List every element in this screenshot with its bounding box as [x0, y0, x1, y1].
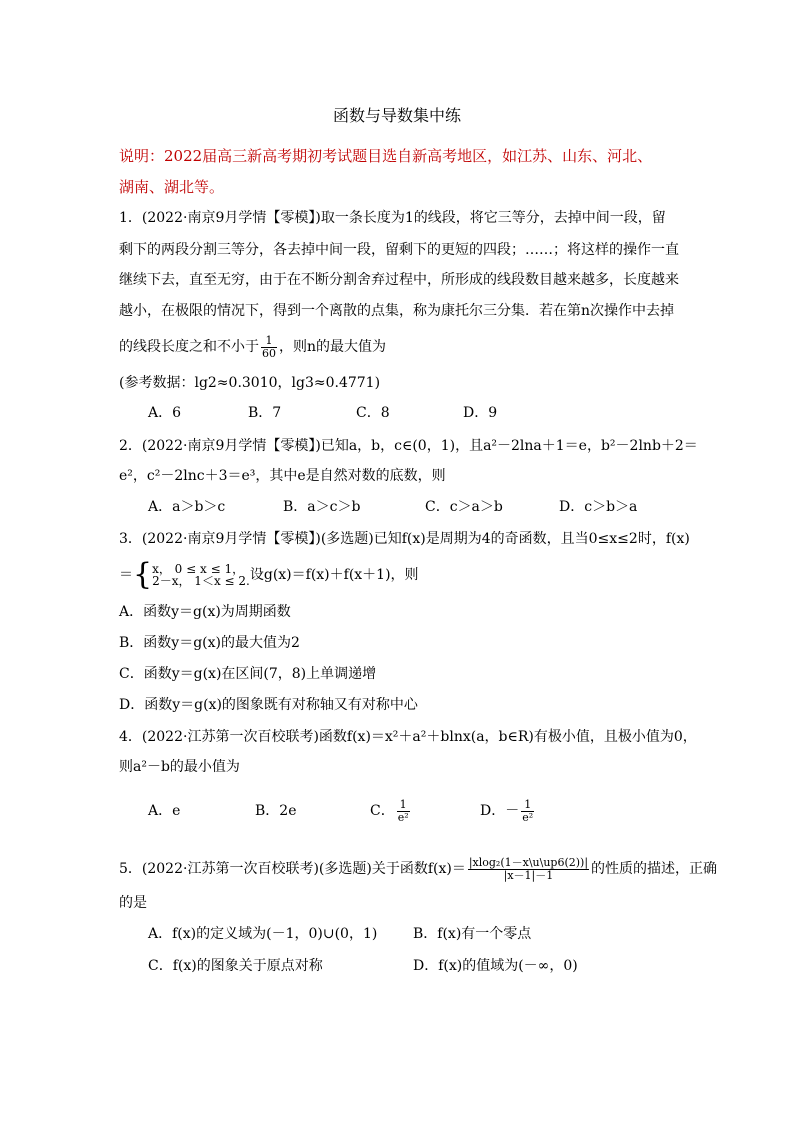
q3-line-1: 3．(2022·南京9月学情【零模】)(多选题)已知f(x)是周期为4的奇函数，且当0≤x≤2时，f(x): [119, 531, 690, 547]
q1-option-a: A．6: [148, 405, 182, 421]
q4-option-d-label: D．－: [480, 803, 520, 819]
q2-line-1: 2．(2022·南京9月学情【零模】)已知a，b，c∈(0，1)，且a²－2lna＋1＝e，b²－2lnb＋2＝: [119, 438, 698, 454]
q1-line-3: 继续下去，直至无穷，由于在不断分割舍弃过程中，所形成的线段数目越来越多，长度越来: [119, 272, 679, 288]
q5-line-1: [119, 847, 717, 891]
q1-option-d: D．9: [463, 405, 498, 421]
q4-option-c-label: C．: [370, 803, 395, 819]
q3-option-a: A．函数y＝g(x)为周期函数: [119, 604, 291, 620]
q1-frac-numerator: 1: [261, 335, 277, 348]
q3-piecewise: [133, 557, 250, 593]
q5-line-1-pre: 5．(2022·江苏第一次百校联考)(多选题)关于函数f(x)＝: [119, 861, 466, 877]
q3-equals: ＝: [119, 567, 133, 583]
q4-line-2: 则a²－b的最小值为: [119, 759, 240, 775]
q4-option-d-numerator: 1: [521, 799, 534, 812]
q1-frac-denominator: 60: [262, 346, 276, 360]
q5-option-b: B．f(x)有一个零点: [413, 926, 532, 942]
q5-fraction: [468, 857, 589, 882]
q1-option-c: C．8: [356, 405, 390, 421]
intro-line-2: 湖南、湖北等。: [119, 178, 225, 196]
q2-option-b: B．a＞c＞b: [283, 499, 361, 515]
q3-cases: [152, 563, 250, 587]
q3-case-2: 2－x， 1＜x ≤ 2.: [152, 574, 250, 588]
q4-line-1: 4．(2022·江苏第一次百校联考)函数f(x)＝x²＋a²＋blnx(a，b∈R)有极小值，且极小值为0，: [119, 729, 697, 745]
q3-line-2-post: 设g(x)＝f(x)＋f(x＋1)，则: [249, 567, 419, 583]
q4-option-c-numerator: 1: [397, 799, 410, 812]
q3-case-1: x， 0 ≤ x ≤ 1，: [152, 562, 245, 576]
q4-option-c: [370, 791, 412, 831]
q4-option-a: A．e: [148, 803, 181, 819]
q3-option-c: C．函数y＝g(x)在区间(7，8)上单调递增: [119, 666, 377, 682]
q2-line-2: e²，c²－2lnc＋3＝e³，其中e是自然对数的底数，则: [119, 468, 446, 484]
q1-fraction: [261, 335, 277, 360]
q4-option-d: [480, 791, 536, 831]
q2-option-c: C．c＞a＞b: [425, 499, 503, 515]
q4-option-b: B．2e: [255, 803, 297, 819]
q1-line-2: 剩下的两段分割三等分，各去掉中间一段，留剩下的更短的四段；……；将这样的操作一直: [119, 242, 679, 258]
q3-line-2: [119, 557, 419, 593]
q5-frac-denominator: |x－1|－1: [503, 868, 554, 882]
q1-reference-data: (参考数据：lg2≈0.3010，lg3≈0.4771): [119, 375, 381, 391]
intro-line-1: 说明：2022届高三新高考期初考试题目选自新高考地区，如江苏、山东、河北、: [119, 147, 653, 165]
page-title: 函数与导数集中练: [332, 106, 461, 125]
q5-frac-numerator: |xlog₂(1－x\u\up6(2))|: [468, 855, 589, 869]
q4-option-d-denominator: e²: [522, 810, 534, 824]
q2-option-a: A．a＞b＞c: [148, 499, 226, 515]
q1-line-5-post: ，则n的最大值为: [279, 339, 387, 355]
q1-option-b: B．7: [248, 405, 282, 421]
q3-option-d: D．函数y＝g(x)的图象既有对称轴又有对称中心: [119, 697, 418, 713]
q3-option-b: B．函数y＝g(x)的最大值为2: [119, 635, 300, 651]
q1-line-4: 越小，在极限的情况下，得到一个离散的点集，称为康托尔三分集．若在第n次操作中去掉: [119, 303, 675, 319]
q3-brace: {: [133, 557, 153, 592]
q5-option-d: D．f(x)的值域为(－∞，0): [413, 958, 578, 974]
q4-option-c-fraction: [397, 799, 410, 824]
q2-option-d: D．c＞b＞a: [559, 499, 638, 515]
q4-option-c-denominator: e²: [397, 810, 409, 824]
q5-option-c: C．f(x)的图象关于原点对称: [148, 958, 323, 974]
q4-option-d-fraction: [521, 799, 534, 824]
q1-line-5: [119, 327, 386, 367]
q5-line-1-post: 的性质的描述，正确: [591, 861, 718, 877]
q1-line-5-pre: 的线段长度之和不小于: [119, 339, 259, 355]
q1-line-1: 1．(2022·南京9月学情【零模】)取一条长度为1的线段，将它三等分，去掉中间一段，留: [119, 210, 666, 226]
q5-line-2: 的是: [119, 895, 147, 911]
q5-option-a: A．f(x)的定义域为(－1，0)∪(0，1): [148, 926, 378, 942]
